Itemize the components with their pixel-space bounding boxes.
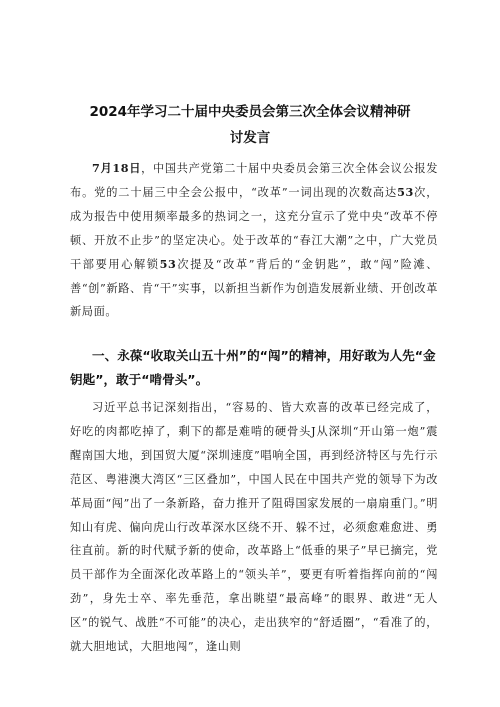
count-number-1: 53 — [397, 184, 414, 199]
intro-text-2: 次，成为报告中使用频率最多的热词之一，这充分宣示了党中央“改革不停顿、开放不止步”的坚定决心。处于改革的“春江大潮”之中，广大党员干部要用心解锁 — [70, 185, 439, 271]
intro-text-1: ，中国共产党第二十届中央委员会第三次全体会议公报发布。党的二十届三中全会公报中，“改革”一词出现的次数高达 — [70, 162, 438, 199]
section-heading-1: 一、永葆“收取关山五十州”的“闯”的精神，用好敢为人先“金钥匙”，敢于“啃骨头”。 — [70, 348, 436, 387]
document-title-line2: 讨发言 — [229, 130, 271, 146]
date-prefix: 7月18日 — [92, 161, 142, 175]
document-title-line1: 2024年学习二十届中央委员会第三次全体会议精神研 — [89, 104, 411, 120]
count-number-2: 53 — [159, 256, 177, 271]
intro-paragraph — [70, 157, 438, 324]
intro-text-3: 次提及“改革”背后的“金钥匙”，敢“闯”险滩、善“创”新路、肯“干”实事，以新担当新作为创造发展新业绩、开创改革新局面。 — [70, 257, 438, 319]
body-paragraph-1: 习近平总书记深刻指出，“容易的、皆大欢喜的改革已经完成了，好吃的肉都吃掉了，剩下的都是难啃的硬骨头J从深圳“开山第一炮”震醒南国大地，到国贸大厦“深圳速度”唱响全国，再到经济特区与先行示范区、粤港澳大湾区“三区叠加”，中国人民在中国共产党的领导下为改革局面“闯”出了一条新路，奋力推开了阻碍国家发展的一扇扇重门。”明知山有虎、偏向虎山行改革深水区绕不开、躲不过，必须愈难愈进、勇往直前。新的时代赋予新的使命，改革路上“低垂的果子”早已摘完，党员干部作为全面深化改革路上的“领头羊”，要更有听着指挥向前的“闯劲”，身先士卒、率先垂范，拿出眺望“最高峰”的眼界、敢进“无人区”的锐气、战胜“不可能”的决心，走出狭窄的“舒适圈”，“看准了的，就大胆地试，大胆地闯”，逢山则 — [70, 401, 438, 654]
